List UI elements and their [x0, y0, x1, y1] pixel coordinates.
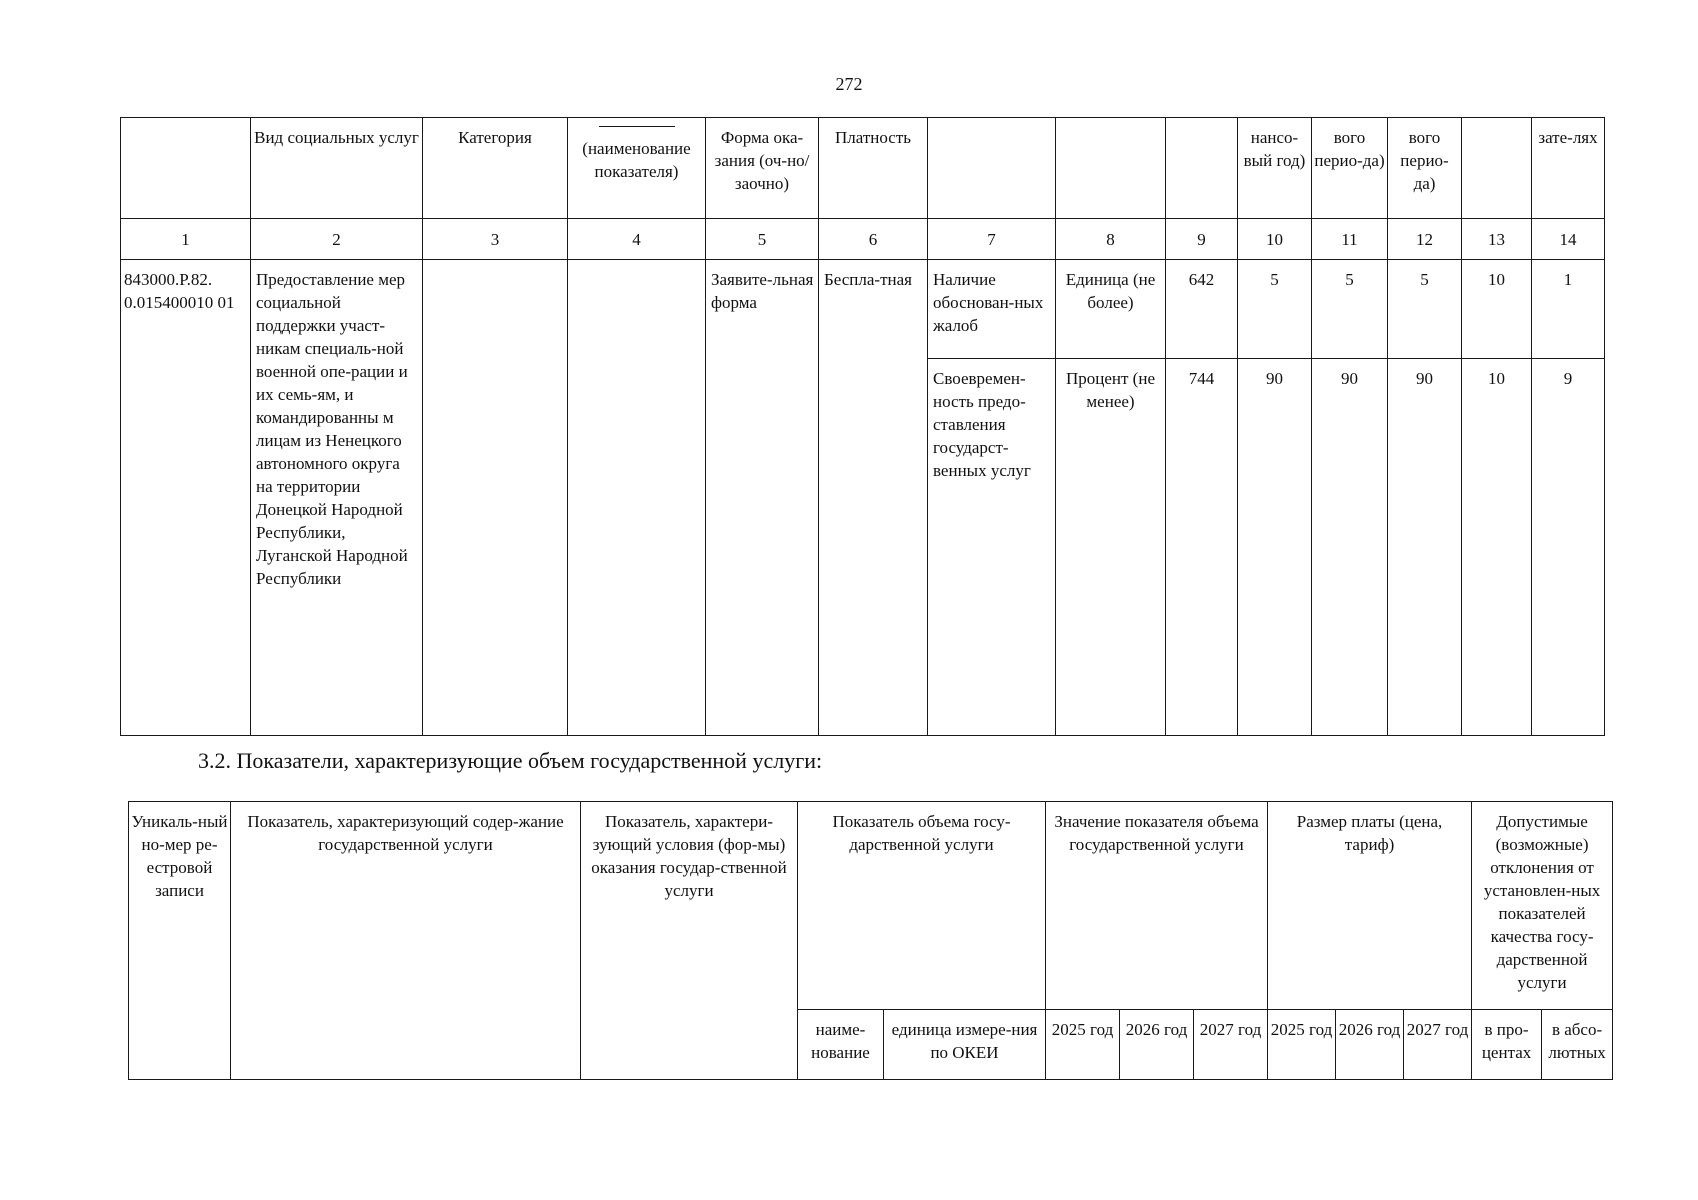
header-cell [1056, 118, 1166, 219]
column-number: 13 [1462, 219, 1532, 260]
header-allowed-deviation: Допустимые (возможные) отклонения от установлен-ных показателей качества госу-дарственной услуги [1472, 802, 1613, 1010]
table-header-row [121, 118, 1605, 219]
column-number: 11 [1312, 219, 1388, 260]
column-number: 2 [251, 219, 423, 260]
indicator-name: Своевремен-ность предо-ставления государст-венных услуг [928, 359, 1056, 736]
value-year-3: 90 [1388, 359, 1462, 736]
header-service-type: Вид социальных услуг [251, 118, 423, 219]
header-cell [121, 118, 251, 219]
column-number: 9 [1166, 219, 1238, 260]
service-description: Предоставление мер социальной поддержки участ-никам специаль-ной военной опе-рации и их семь-ям, и командированны м лицам из Ненецкого автономного округа на территории Донецкой Народной Республики, Луганской Народной Республики [251, 260, 423, 736]
header-indicator-name [568, 118, 706, 219]
subheader-deviation-absolute: в абсо-лютных [1542, 1010, 1613, 1080]
header-conditions-indicator: Показатель, характери-зующий условия (фор-мы) оказания государ-ственной услуги [581, 802, 798, 1080]
unit-of-measure: Процент (не менее) [1056, 359, 1166, 736]
subheader-value-2026: 2026 год [1120, 1010, 1194, 1080]
column-number: 4 [568, 219, 706, 260]
header-category: Категория [423, 118, 568, 219]
header-indicator-name-label: (наименование показателя) [582, 139, 691, 181]
payment-type: Беспла-тная [819, 260, 928, 736]
subheader-fee-2026: 2026 год [1336, 1010, 1404, 1080]
column-number-row [121, 219, 1605, 260]
column-number: 7 [928, 219, 1056, 260]
deviation-percent: 10 [1462, 260, 1532, 359]
header-period-2: вого перио-да) [1388, 118, 1462, 219]
registry-code: 843000.Р.82. 0.015400010 01 [121, 260, 251, 736]
deviation-absolute: 9 [1532, 359, 1605, 736]
unit-of-measure: Единица (не более) [1056, 260, 1166, 359]
subheader-okei-unit: единица измере-ния по ОКЕИ [884, 1010, 1046, 1080]
header-cell [1462, 118, 1532, 219]
blank-line [599, 126, 675, 135]
header-payment: Платность [819, 118, 928, 219]
value-year-2: 5 [1312, 260, 1388, 359]
column-number: 8 [1056, 219, 1166, 260]
subheader-fee-2025: 2025 год [1268, 1010, 1336, 1080]
page-number: 272 [835, 74, 863, 94]
okei-code: 642 [1166, 260, 1238, 359]
header-period-1: вого перио-да) [1312, 118, 1388, 219]
subheader-deviation-percent: в про-центах [1472, 1010, 1542, 1080]
subheader-value-2025: 2025 год [1046, 1010, 1120, 1080]
header-unique-number: Уникаль-ный но-мер ре-естровой записи [129, 802, 231, 1080]
indicator-name-cell [568, 260, 706, 736]
column-number: 14 [1532, 219, 1605, 260]
table-row [121, 260, 1605, 359]
header-volume-indicator: Показатель объема госу-дарственной услуги [798, 802, 1046, 1010]
value-year-1: 90 [1238, 359, 1312, 736]
okei-code: 744 [1166, 359, 1238, 736]
deviation-percent: 10 [1462, 359, 1532, 736]
column-number: 6 [819, 219, 928, 260]
column-number: 3 [423, 219, 568, 260]
column-number: 10 [1238, 219, 1312, 260]
value-year-2: 90 [1312, 359, 1388, 736]
value-year-3: 5 [1388, 260, 1462, 359]
column-number: 1 [121, 219, 251, 260]
indicator-name: Наличие обоснован-ных жалоб [928, 260, 1056, 359]
category-cell [423, 260, 568, 736]
header-fee-size: Размер платы (цена, тариф) [1268, 802, 1472, 1010]
header-indicators: зате-лях [1532, 118, 1605, 219]
header-cell [1166, 118, 1238, 219]
table-header-row [129, 802, 1613, 1010]
header-volume-value: Значение показателя объема государственной услуги [1046, 802, 1268, 1010]
subheader-value-2027: 2027 год [1194, 1010, 1268, 1080]
header-fiscal-year: нансо-вый год) [1238, 118, 1312, 219]
header-cell [928, 118, 1056, 219]
volume-indicators-table [128, 801, 1613, 1080]
value-year-1: 5 [1238, 260, 1312, 359]
deviation-absolute: 1 [1532, 260, 1605, 359]
column-number: 5 [706, 219, 819, 260]
subheader-fee-2027: 2027 год [1404, 1010, 1472, 1080]
section-heading: 3.2. Показатели, характеризующие объем государственной услуги: [198, 748, 823, 773]
column-number: 12 [1388, 219, 1462, 260]
header-content-indicator: Показатель, характеризующий содер-жание государственной услуги [231, 802, 581, 1080]
delivery-form: Заявите-льная форма [706, 260, 819, 736]
header-delivery-form: Форма ока-зания (оч-но/заочно) [706, 118, 819, 219]
quality-indicators-table [120, 117, 1605, 736]
subheader-name: наиме-нование [798, 1010, 884, 1080]
